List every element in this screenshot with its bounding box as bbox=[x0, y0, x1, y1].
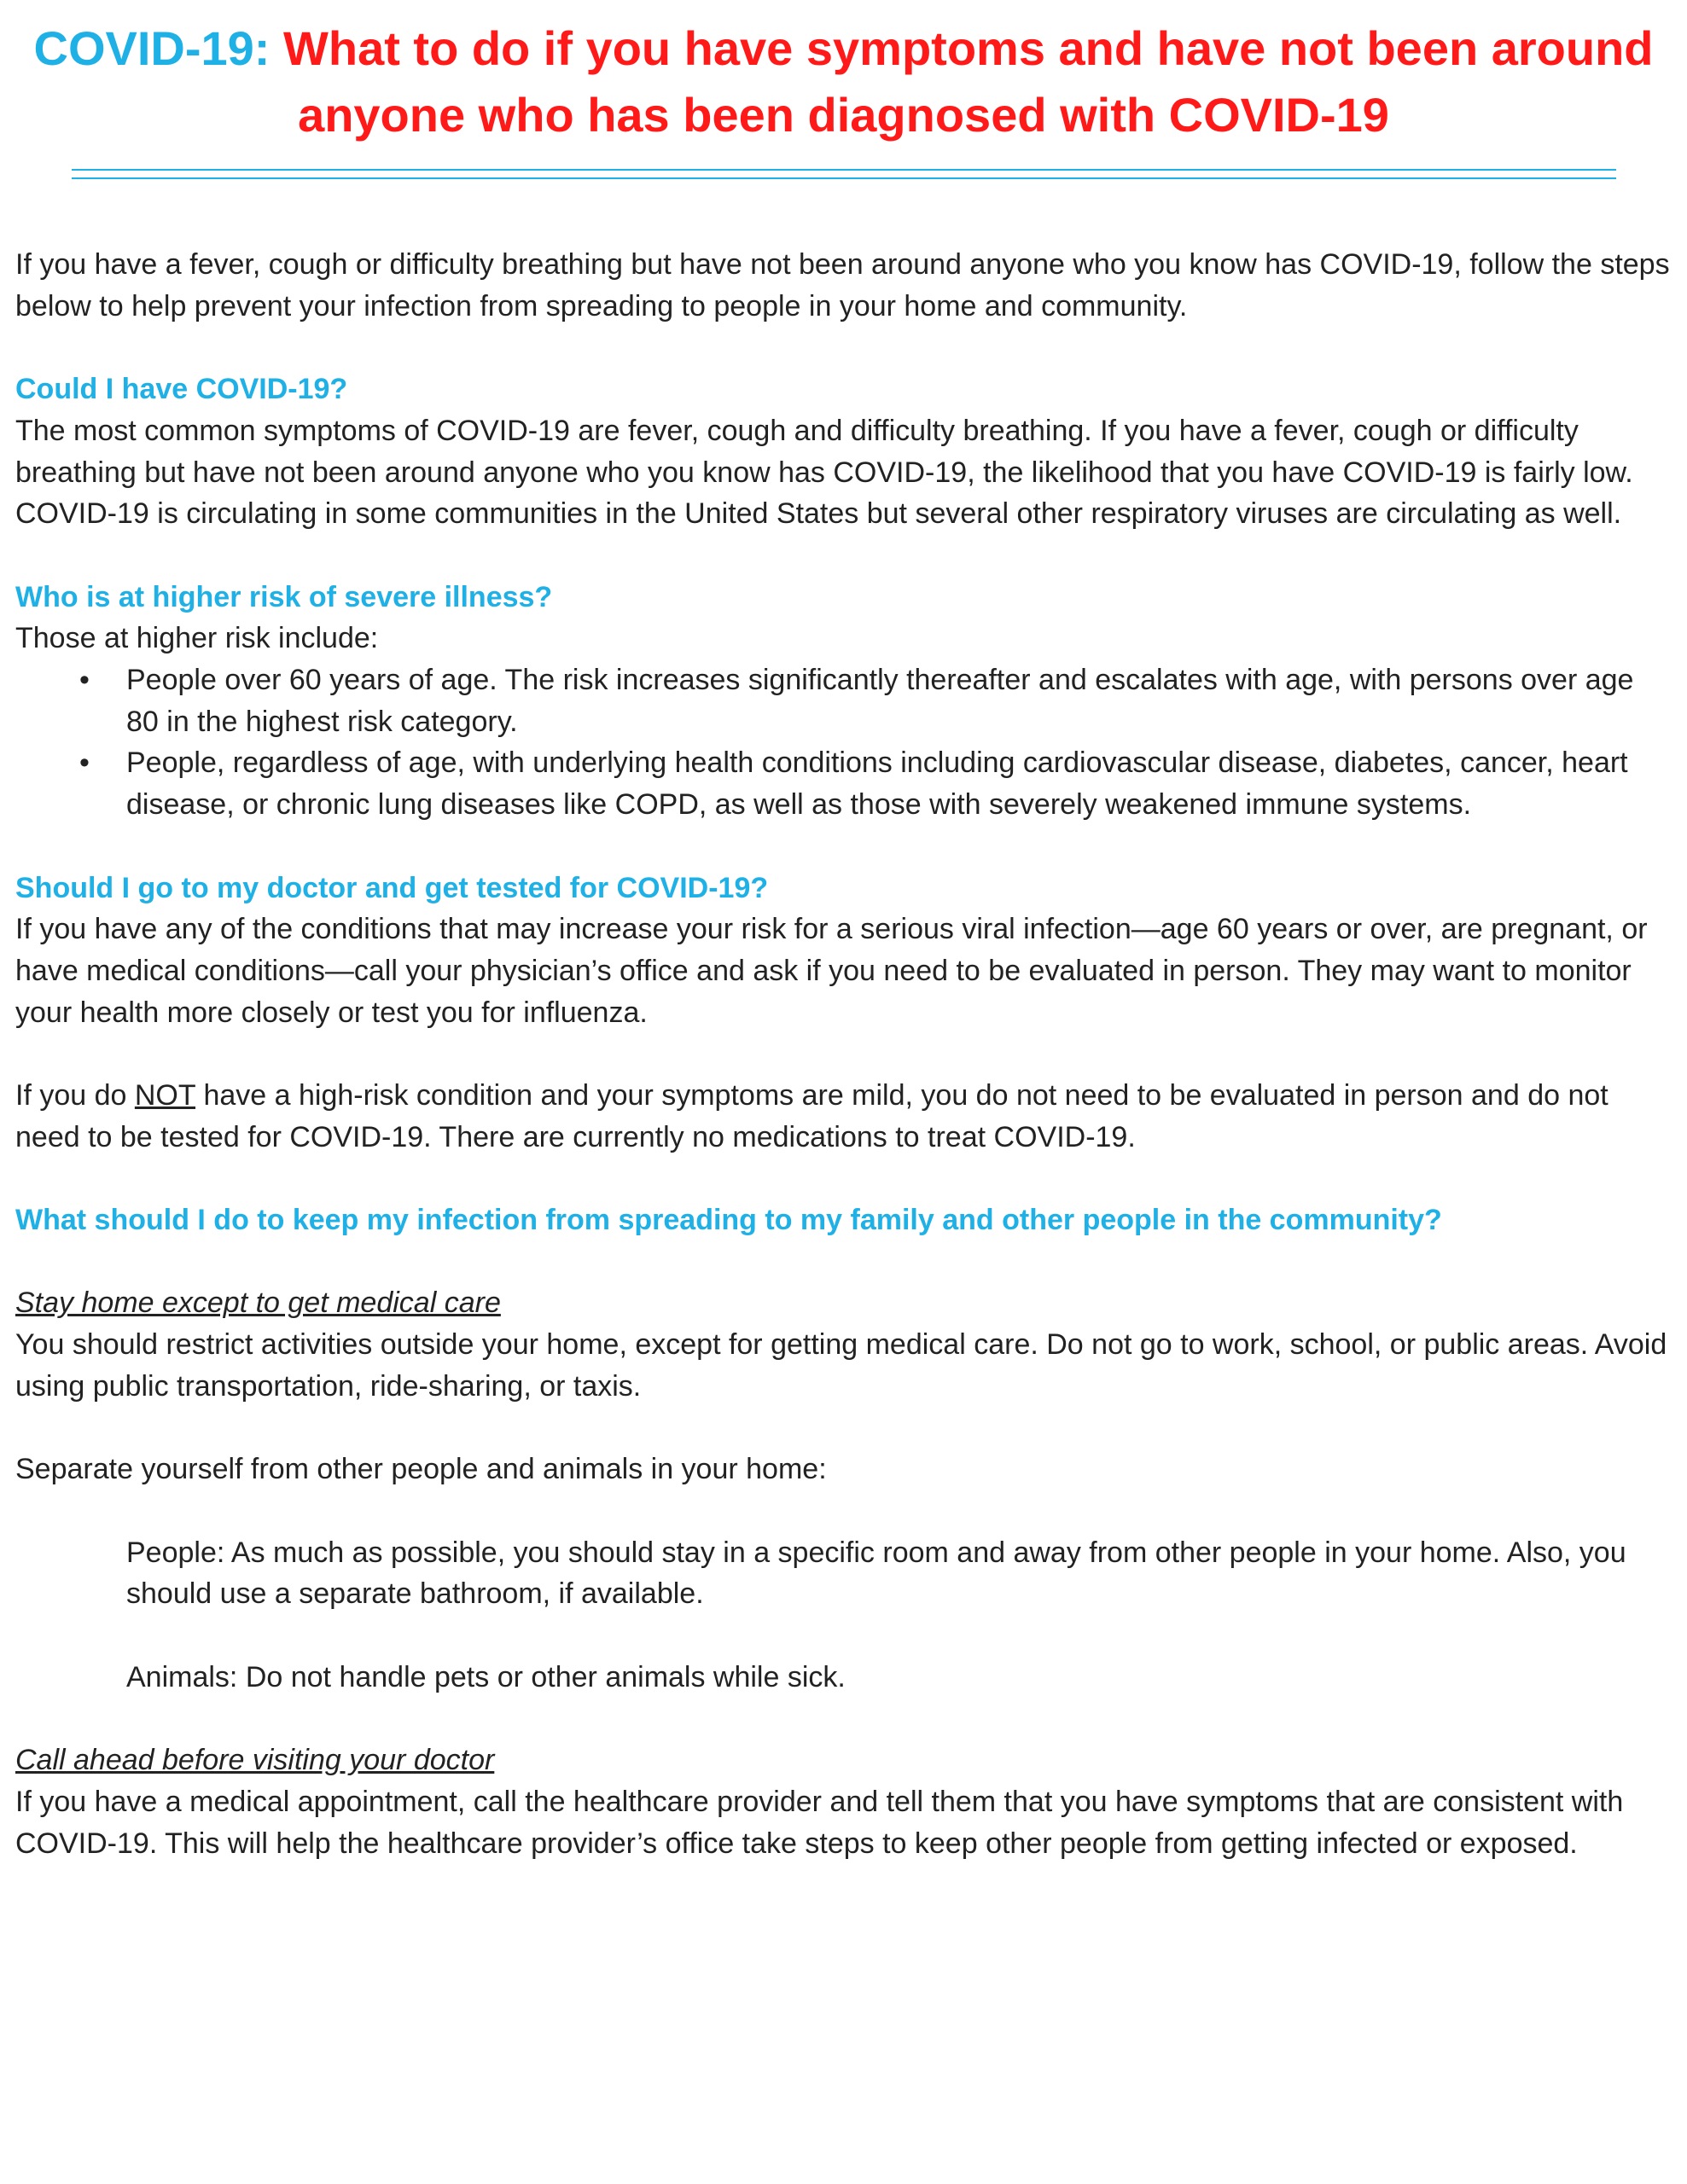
animals-paragraph: Animals: Do not handle pets or other animals while sick. bbox=[126, 1660, 846, 1693]
title-main: What to do if you have symptoms and have not been around anyone who has been diagnosed with COVID-19 bbox=[283, 21, 1654, 142]
bullet-icon: • bbox=[79, 746, 90, 780]
list-item bbox=[15, 742, 1672, 825]
not-emphasis: NOT bbox=[134, 1079, 196, 1112]
list-item-text: People, regardless of age, with underlying health conditions including cardiovascular disease, diabetes, cancer, heart disease, or chronic lung diseases like COPD, as well as those with severely weakened immune systems. bbox=[126, 746, 1628, 822]
people-paragraph: People: As much as possible, you should stay in a specific room and away from other people in your home. Also, you should use a separate bathroom, if available. bbox=[126, 1536, 1626, 1611]
subheading-call-ahead: Call ahead before visiting your doctor bbox=[15, 1744, 495, 1777]
document-title bbox=[15, 15, 1672, 148]
title-prefix: COVID-19: bbox=[33, 21, 271, 75]
section-heading-higher-risk: Who is at higher risk of severe illness? bbox=[15, 580, 553, 613]
not-high-risk-text-post: have a high-risk condition and your symptoms are mild, you do not need to be evaluated in person and do not need to be tested for COVID-19. There are currently no medications to treat COVID-19. bbox=[15, 1079, 1608, 1153]
section-body-could-i-have: The most common symptoms of COVID-19 are fever, cough and difficulty breathing. If you have a fever, cough or difficulty breathing but have not been around anyone who you know has COVID-19, the likelihood that you have COVID-19 is fairly low. COVID-19 is circulating in some communities in the United States but several other respiratory viruses are circulating as well. bbox=[15, 414, 1633, 531]
rule-line-bottom bbox=[72, 177, 1616, 179]
section-body-not-high-risk bbox=[15, 1075, 1672, 1158]
rule-line-top bbox=[72, 169, 1616, 171]
intro-paragraph: If you have a fever, cough or difficulty breathing but have not been around anyone who you know has COVID-19, follow the steps below to help prevent your infection from spreading to people in your home and community. bbox=[15, 248, 1670, 322]
section-body-doctor-testing: If you have any of the conditions that may increase your risk for a serious viral infection—age 60 years or over, are pregnant, or have medical conditions—call your physician’s office and ask if you need to be evaluated in person. They may want to monitor your health more closely or test you for influenza. bbox=[15, 913, 1648, 1029]
section-heading-prevent-spread: What should I do to keep my infection from spreading to my family and other people in the community? bbox=[15, 1204, 1442, 1237]
separate-lead: Separate yourself from other people and animals in your home: bbox=[15, 1453, 827, 1486]
list-item-text: People over 60 years of age. The risk increases significantly thereafter and escalates with age, with persons over age 80 in the highest risk category. bbox=[126, 664, 1634, 738]
section-heading-doctor-testing: Should I go to my doctor and get tested for COVID-19? bbox=[15, 871, 769, 904]
not-high-risk-text-pre: If you do bbox=[15, 1079, 135, 1112]
bullet-icon: • bbox=[79, 664, 90, 696]
title-double-rule bbox=[72, 169, 1616, 181]
higher-risk-list bbox=[15, 659, 1672, 826]
stay-home-body: You should restrict activities outside your home, except for getting medical care. Do not go to work, school, or public areas. Avoid using public transportation, ride-sharing, or taxis. bbox=[15, 1328, 1667, 1403]
document-body bbox=[15, 244, 1672, 1864]
call-ahead-body: If you have a medical appointment, call the healthcare provider and tell them that you have symptoms that are consistent with COVID-19. This will help the healthcare provider’s office take steps to keep other people from getting infected or exposed. bbox=[15, 1785, 1624, 1860]
higher-risk-lead: Those at higher risk include: bbox=[15, 622, 379, 655]
section-heading-could-i-have: Could I have COVID-19? bbox=[15, 373, 348, 406]
list-item bbox=[15, 659, 1672, 742]
subheading-stay-home: Stay home except to get medical care bbox=[15, 1287, 501, 1320]
